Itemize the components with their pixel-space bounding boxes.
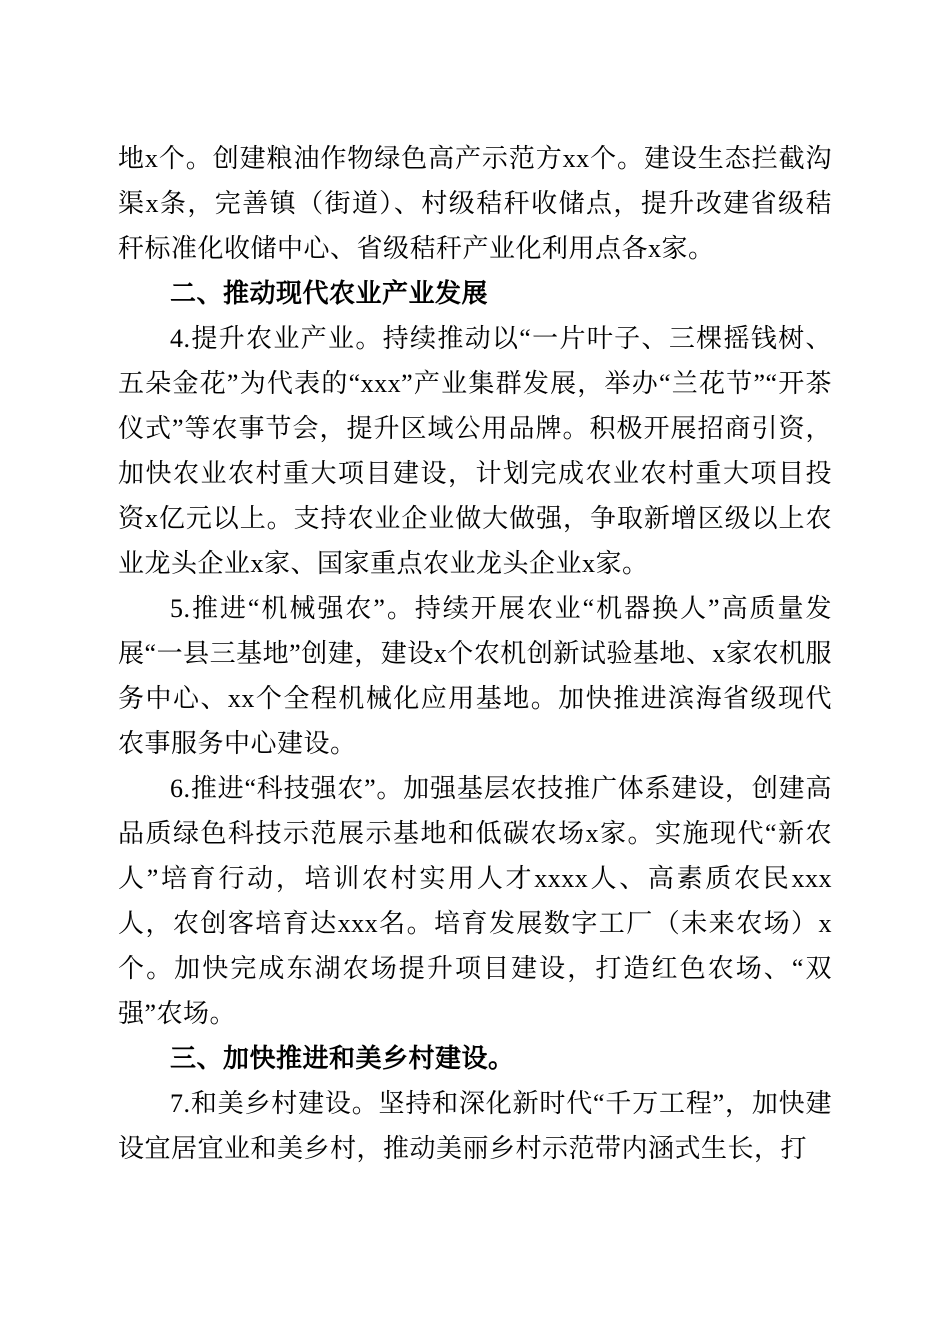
paragraph-continuation: 地x个。创建粮油作物绿色高产示范方xx个。建设生态拦截沟渠x条，完善镇（街道）、村级秸秆收储点，提升改建省级秸秆标准化收储中心、省级秸秆产业化利用点各x家。 xyxy=(118,144,832,263)
section-heading-3: 三、加快推进和美乡村建设。 xyxy=(170,1043,515,1073)
paragraph-item-5: 5.推进“机械强农”。持续开展农业“机器换人”高质量发展“一县三基地”创建，建设x个农机创新试验基地、x家农机服务中心、xx个全程机械化应用基地。加快推进滨海省级现代农事服务中心建设。 xyxy=(118,594,832,758)
paragraph-item-6: 6.推进“科技强农”。加强基层农技推广体系建设，创建高品质绿色科技示范展示基地和低碳农场x家。实施现代“新农人”培育行动，培训农村实用人才xxxx人、高素质农民xxx人，农创客培育达xxx名。培育发展数字工厂（未来农场）x个。加快完成东湖农场提升项目建设，打造红色农场、“双强”农场。 xyxy=(118,774,832,1028)
section-heading-2: 二、推动现代农业产业发展 xyxy=(170,278,489,308)
paragraph-item-4: 4.提升农业产业。持续推动以“一片叶子、三棵摇钱树、五朵金花”为代表的“xxx”产业集群发展，举办“兰花节”“开茶仪式”等农事节会，提升区域公用品牌。积极开展招商引资，加快农业农村重大项目建设，计划完成农业农村重大项目投资x亿元以上。支持农业企业做大做强，争取新增区级以上农业龙头企业x家、国家重点农业龙头企业x家。 xyxy=(118,324,832,578)
paragraph-item-7: 7.和美乡村建设。坚持和深化新时代“千万工程”，加快建设宜居宜业和美乡村，推动美丽乡村示范带内涵式生长，打 xyxy=(118,1089,832,1163)
